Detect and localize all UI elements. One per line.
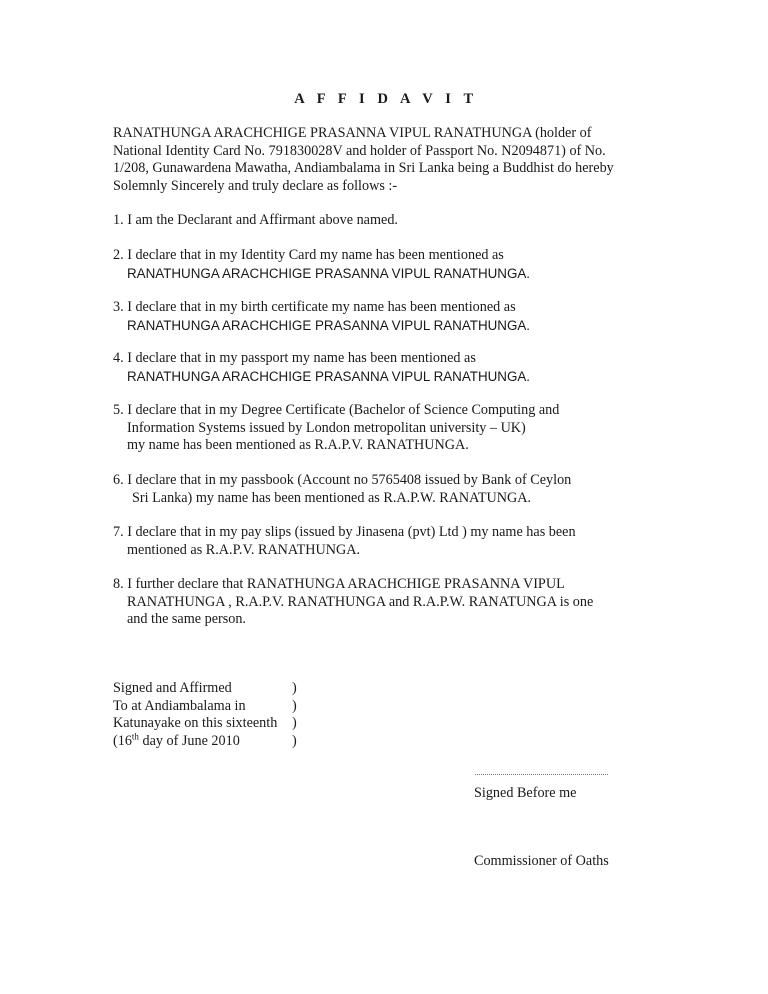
intro-line: National Identity Card No. 791830028V and holder of Passport No. N2094871) of No.: [113, 142, 606, 159]
clause-2-text: 2. I declare that in my Identity Card my name has been mentioned as: [113, 247, 504, 263]
intro-line: RANATHUNGA ARACHCHIGE PRASANNA VIPUL RANATHUNGA (holder of: [113, 125, 592, 141]
intro-paragraph: [113, 125, 658, 195]
bracket: ): [292, 715, 297, 732]
clause-3-name: RANATHUNGA ARACHCHIGE PRASANNA VIPUL RANATHUNGA.: [127, 317, 531, 333]
clause-1: [113, 212, 658, 230]
clause-2: [113, 247, 658, 282]
signature-dotted-line: [475, 774, 608, 775]
bracket: ): [292, 697, 297, 714]
clause-7-text: 7. I declare that in my pay slips (issued by Jinasena (pvt) Ltd ) my name has been: [113, 524, 576, 540]
clause-5-text: 5. I declare that in my Degree Certificate (Bachelor of Science Computing and: [113, 402, 560, 418]
clause-3-text: 3. I declare that in my birth certificate my name has been mentioned as: [113, 299, 516, 315]
clause-8-text: RANATHUNGA , R.A.P.V. RANATHUNGA and R.A.P.W. RANATUNGA is one: [127, 593, 594, 610]
clause-5-text: Information Systems issued by London metropolitan university – UK): [127, 419, 526, 436]
clause-6-text: 6. I declare that in my passbook (Account no 5765408 issued by Bank of Ceylon: [113, 472, 572, 488]
bracket: ): [292, 680, 297, 696]
intro-line: 1/208, Gunawardena Mawatha, Andiambalama in Sri Lanka being a Buddhist do hereby: [113, 160, 614, 177]
signature-line: To at Andiambalama in ): [113, 697, 297, 714]
signature-block: [113, 680, 297, 750]
clause-7-text: mentioned as R.A.P.V. RANATHUNGA.: [127, 541, 361, 558]
intro-line: Solemnly Sincerely and truly declare as follows :-: [113, 177, 398, 194]
signature-line: Katunayake on this sixteenth ): [113, 715, 297, 732]
clause-5: [113, 402, 658, 455]
clause-4-text: 4. I declare that in my passport my name has been mentioned as: [113, 350, 476, 366]
clause-2-name: RANATHUNGA ARACHCHIGE PRASANNA VIPUL RANATHUNGA.: [127, 265, 531, 281]
clause-6: [113, 472, 658, 507]
bracket: ): [292, 732, 297, 749]
document-title: A F F I D A V I T: [294, 91, 478, 107]
clause-6-text: Sri Lanka) my name has been mentioned as R.A.P.W. RANATUNGA.: [132, 489, 532, 506]
clause-3: [113, 299, 658, 334]
signature-line: (16th day of June 2010 ): [113, 731, 297, 749]
commissioner-label: Commissioner of Oaths: [474, 853, 609, 869]
clause-4: [113, 350, 658, 385]
clause-8-text: 8. I further declare that RANATHUNGA ARACHCHIGE PRASANNA VIPUL: [113, 576, 565, 592]
signature-line: Signed and Affirmed ): [113, 680, 297, 696]
clause-1-text: 1. I am the Declarant and Affirmant above named.: [113, 212, 398, 228]
signed-before-label: Signed Before me: [474, 785, 577, 801]
clause-5-text: my name has been mentioned as R.A.P.V. RANATHUNGA.: [127, 437, 469, 454]
clause-7: [113, 524, 658, 559]
clause-4-name: RANATHUNGA ARACHCHIGE PRASANNA VIPUL RANATHUNGA.: [127, 368, 531, 384]
clause-8-text: and the same person.: [127, 611, 246, 628]
clause-8: [113, 576, 658, 629]
